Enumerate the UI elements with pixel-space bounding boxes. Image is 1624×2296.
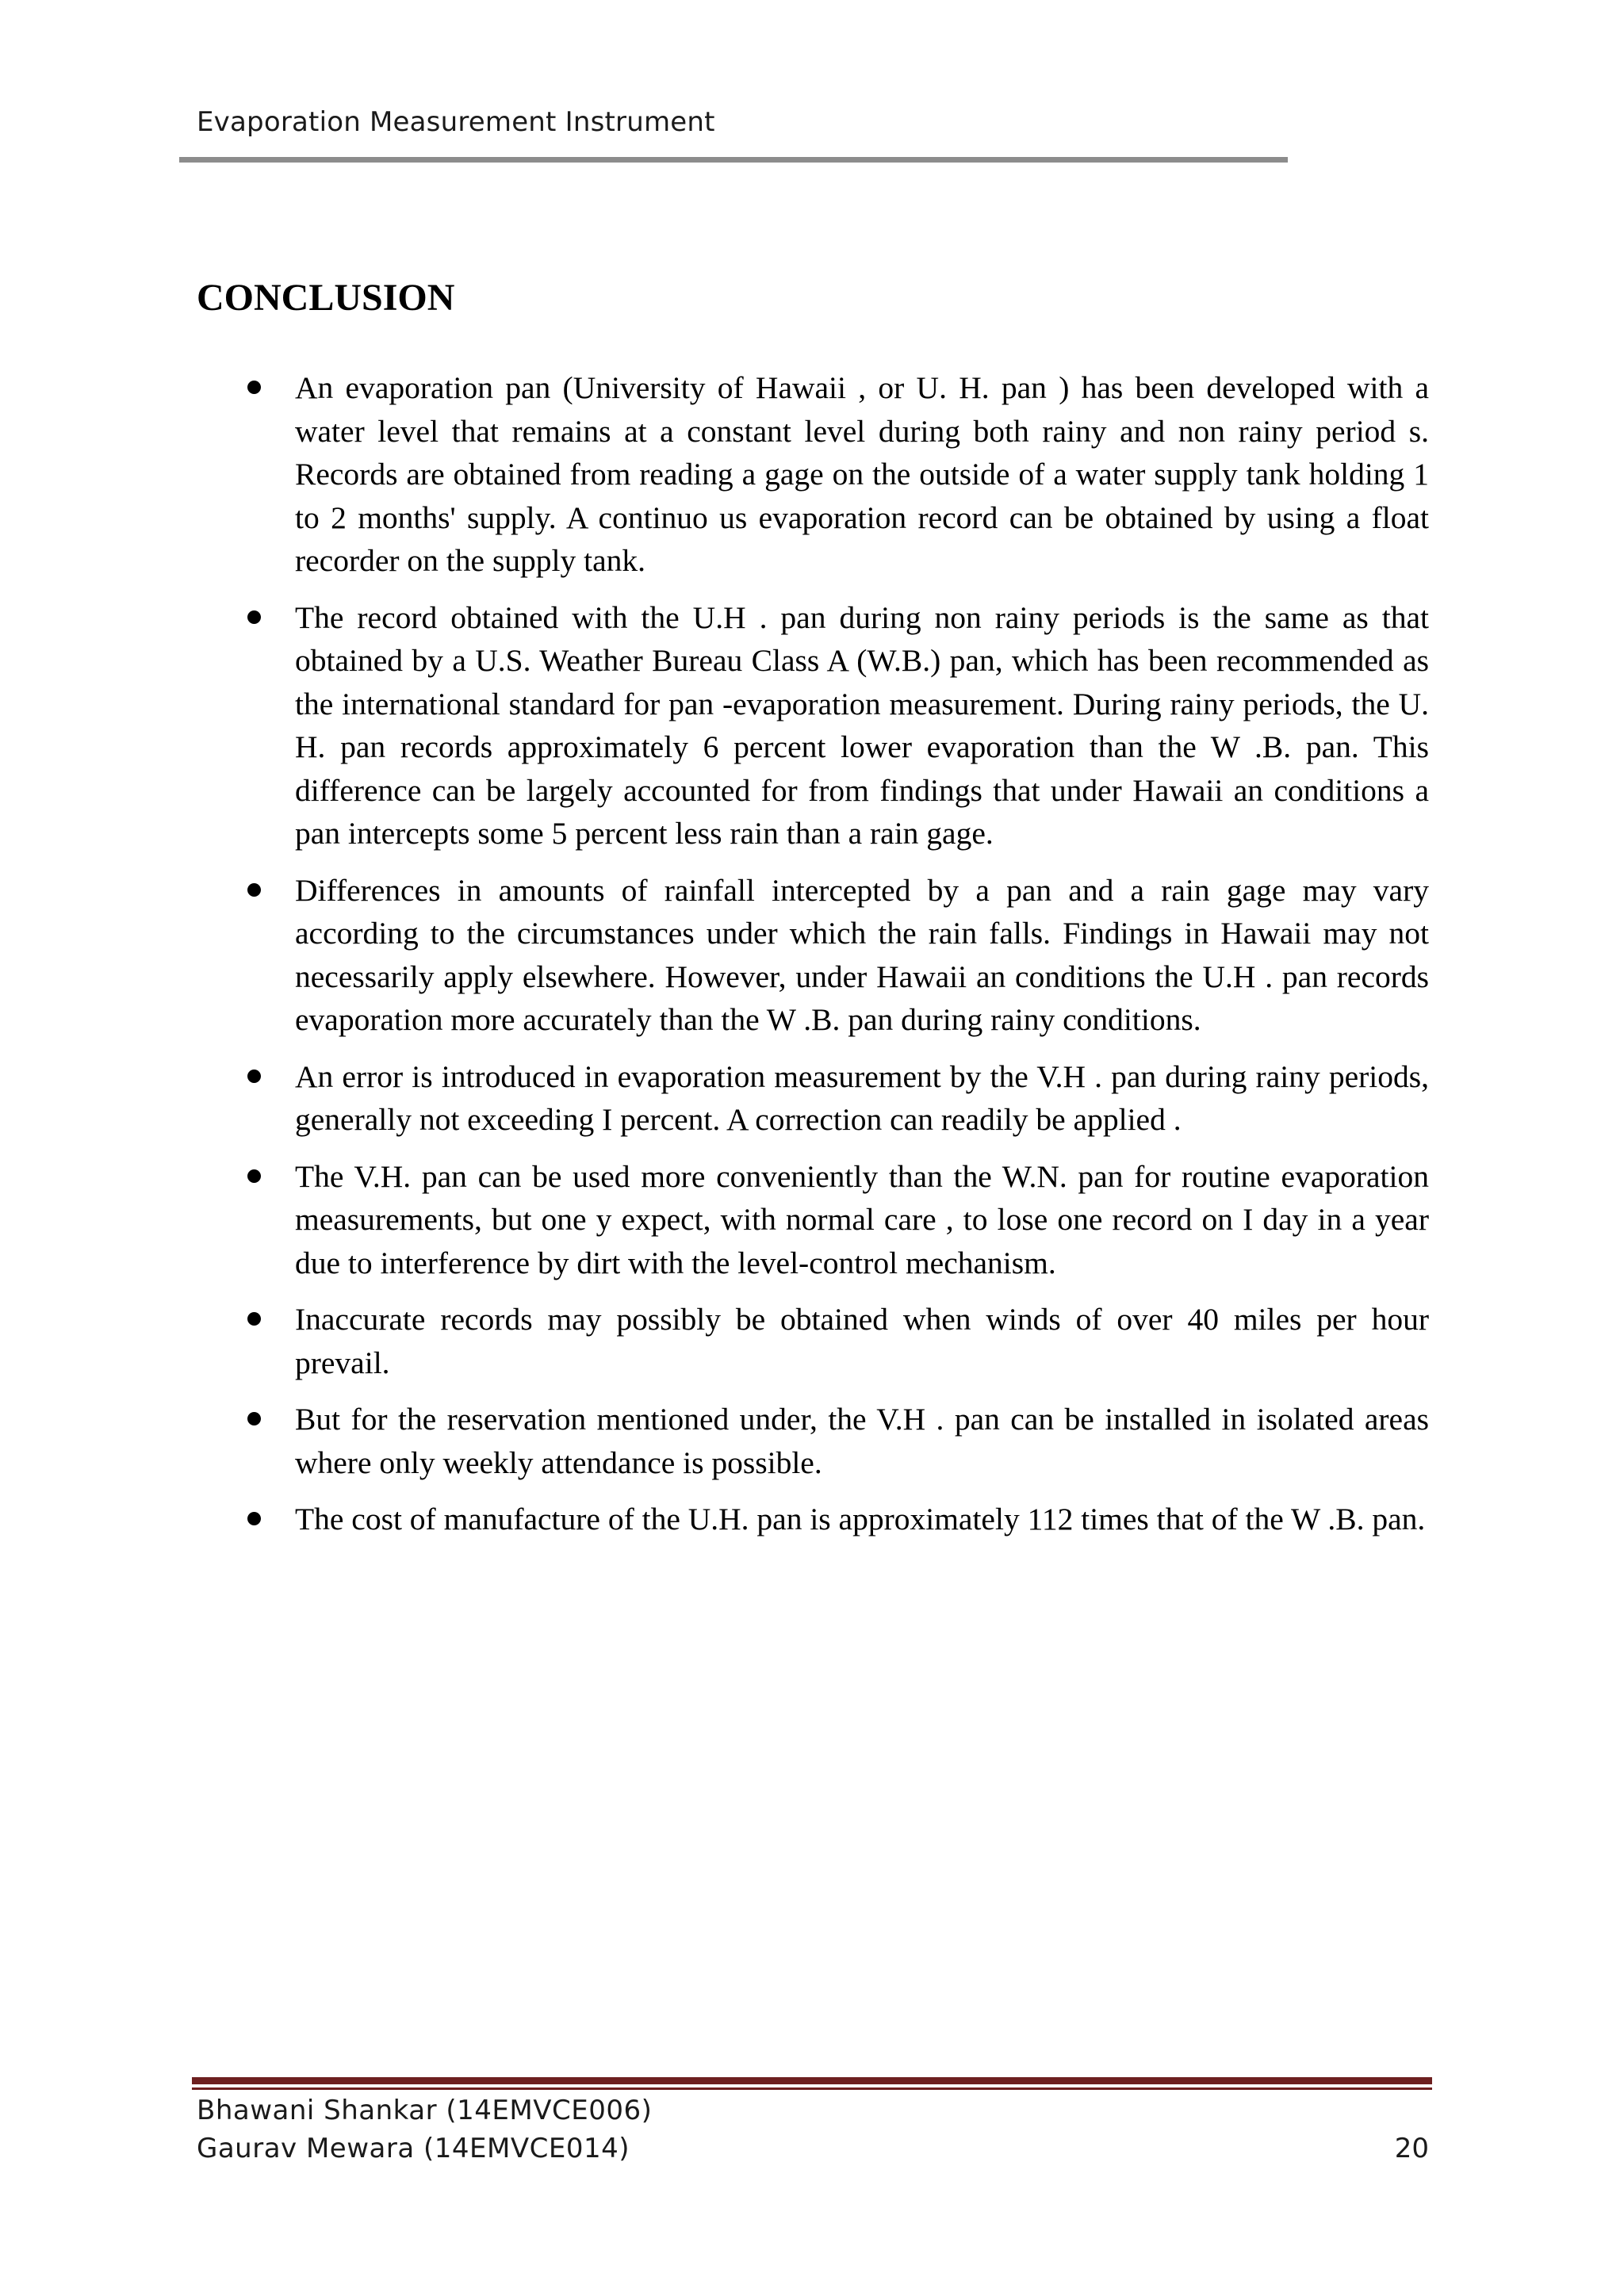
page-number: 20 [1394,2133,1429,2164]
list-item [295,1055,1429,1142]
footer-rule-thin [192,2087,1432,2090]
list-item [295,596,1429,855]
list-item-text: The record obtained with the U.H . pan during non rainy periods is the same as that obtained by a U.S. Weather Bureau Class A (W.B.) pan, which has been recommended as the international standard for pan -evaporation measurement. During rainy periods, the U. H. pan records approximately 6 percent lower evaporation than the W .B. pan. This difference can be largely accounted for from findings that under Hawaii an conditions a pan intercepts some 5 percent less rain than a rain gage. [295,599,1429,851]
bullet-icon [247,1169,261,1183]
list-item-text: But for the reservation mentioned under, the V.H . pan can be installed in isolated areas where only weekly attendance is possible. [295,1402,1429,1480]
bullet-icon [247,1412,261,1425]
footer-author-1: Bhawani Shankar (14EMVCE006) [197,2095,653,2126]
footer-rule [192,2077,1432,2084]
bullet-icon [247,381,261,394]
list-item [295,366,1429,583]
running-header: Evaporation Measurement Instrument [197,106,715,138]
list-item [295,869,1429,1042]
list-item [295,1155,1429,1285]
list-item [295,1298,1429,1384]
bullet-icon [247,1512,261,1525]
list-item-text: The cost of manufacture of the U.H. pan is approximately 112 times that of the W .B. pan. [295,1502,1426,1536]
list-item [295,1498,1429,1541]
list-item-text: An error is introduced in evaporation measurement by the V.H . pan during rainy periods, generally not exceeding I percent. A correction can readily be applied . [295,1058,1429,1137]
list-item-text: Inaccurate records may possibly be obtained when winds of over 40 miles per hour prevail. [295,1302,1429,1380]
bullet-icon [247,1312,261,1326]
list-item [295,1398,1429,1484]
footer-author-2: Gaurav Mewara (14EMVCE014) [197,2133,630,2164]
header-rule [179,157,1288,163]
bullet-icon [247,610,261,624]
conclusion-list [295,366,1429,1555]
list-item-text: An evaporation pan (University of Hawaii , or U. H. pan ) has been developed with a water level that remains at a constant level during both rainy and non rainy period s. Records are obtained from reading a gage on the outside of a water supply tank holding 1 to 2 months' supply. A continuo us evaporation record can be obtained by using a float recorder on the supply tank. [295,370,1429,578]
bullet-icon [247,883,261,897]
section-heading: CONCLUSION [197,277,455,319]
bullet-icon [247,1070,261,1083]
list-item-text: Differences in amounts of rainfall intercepted by a pan and a rain gage may vary according to the circumstances under which the rain falls. Findings in Hawaii may not necessarily apply elsewhere. However, under Hawaii an conditions the U.H . pan records evaporation more accurately than the W .B. pan during rainy conditions. [295,872,1429,1037]
list-item-text: The V.H. pan can be used more conveniently than the W.N. pan for routine evaporation measurements, but one y expect, with normal care , to lose one record on I day in a year due to interference by dirt with the level-control mechanism. [295,1158,1429,1280]
